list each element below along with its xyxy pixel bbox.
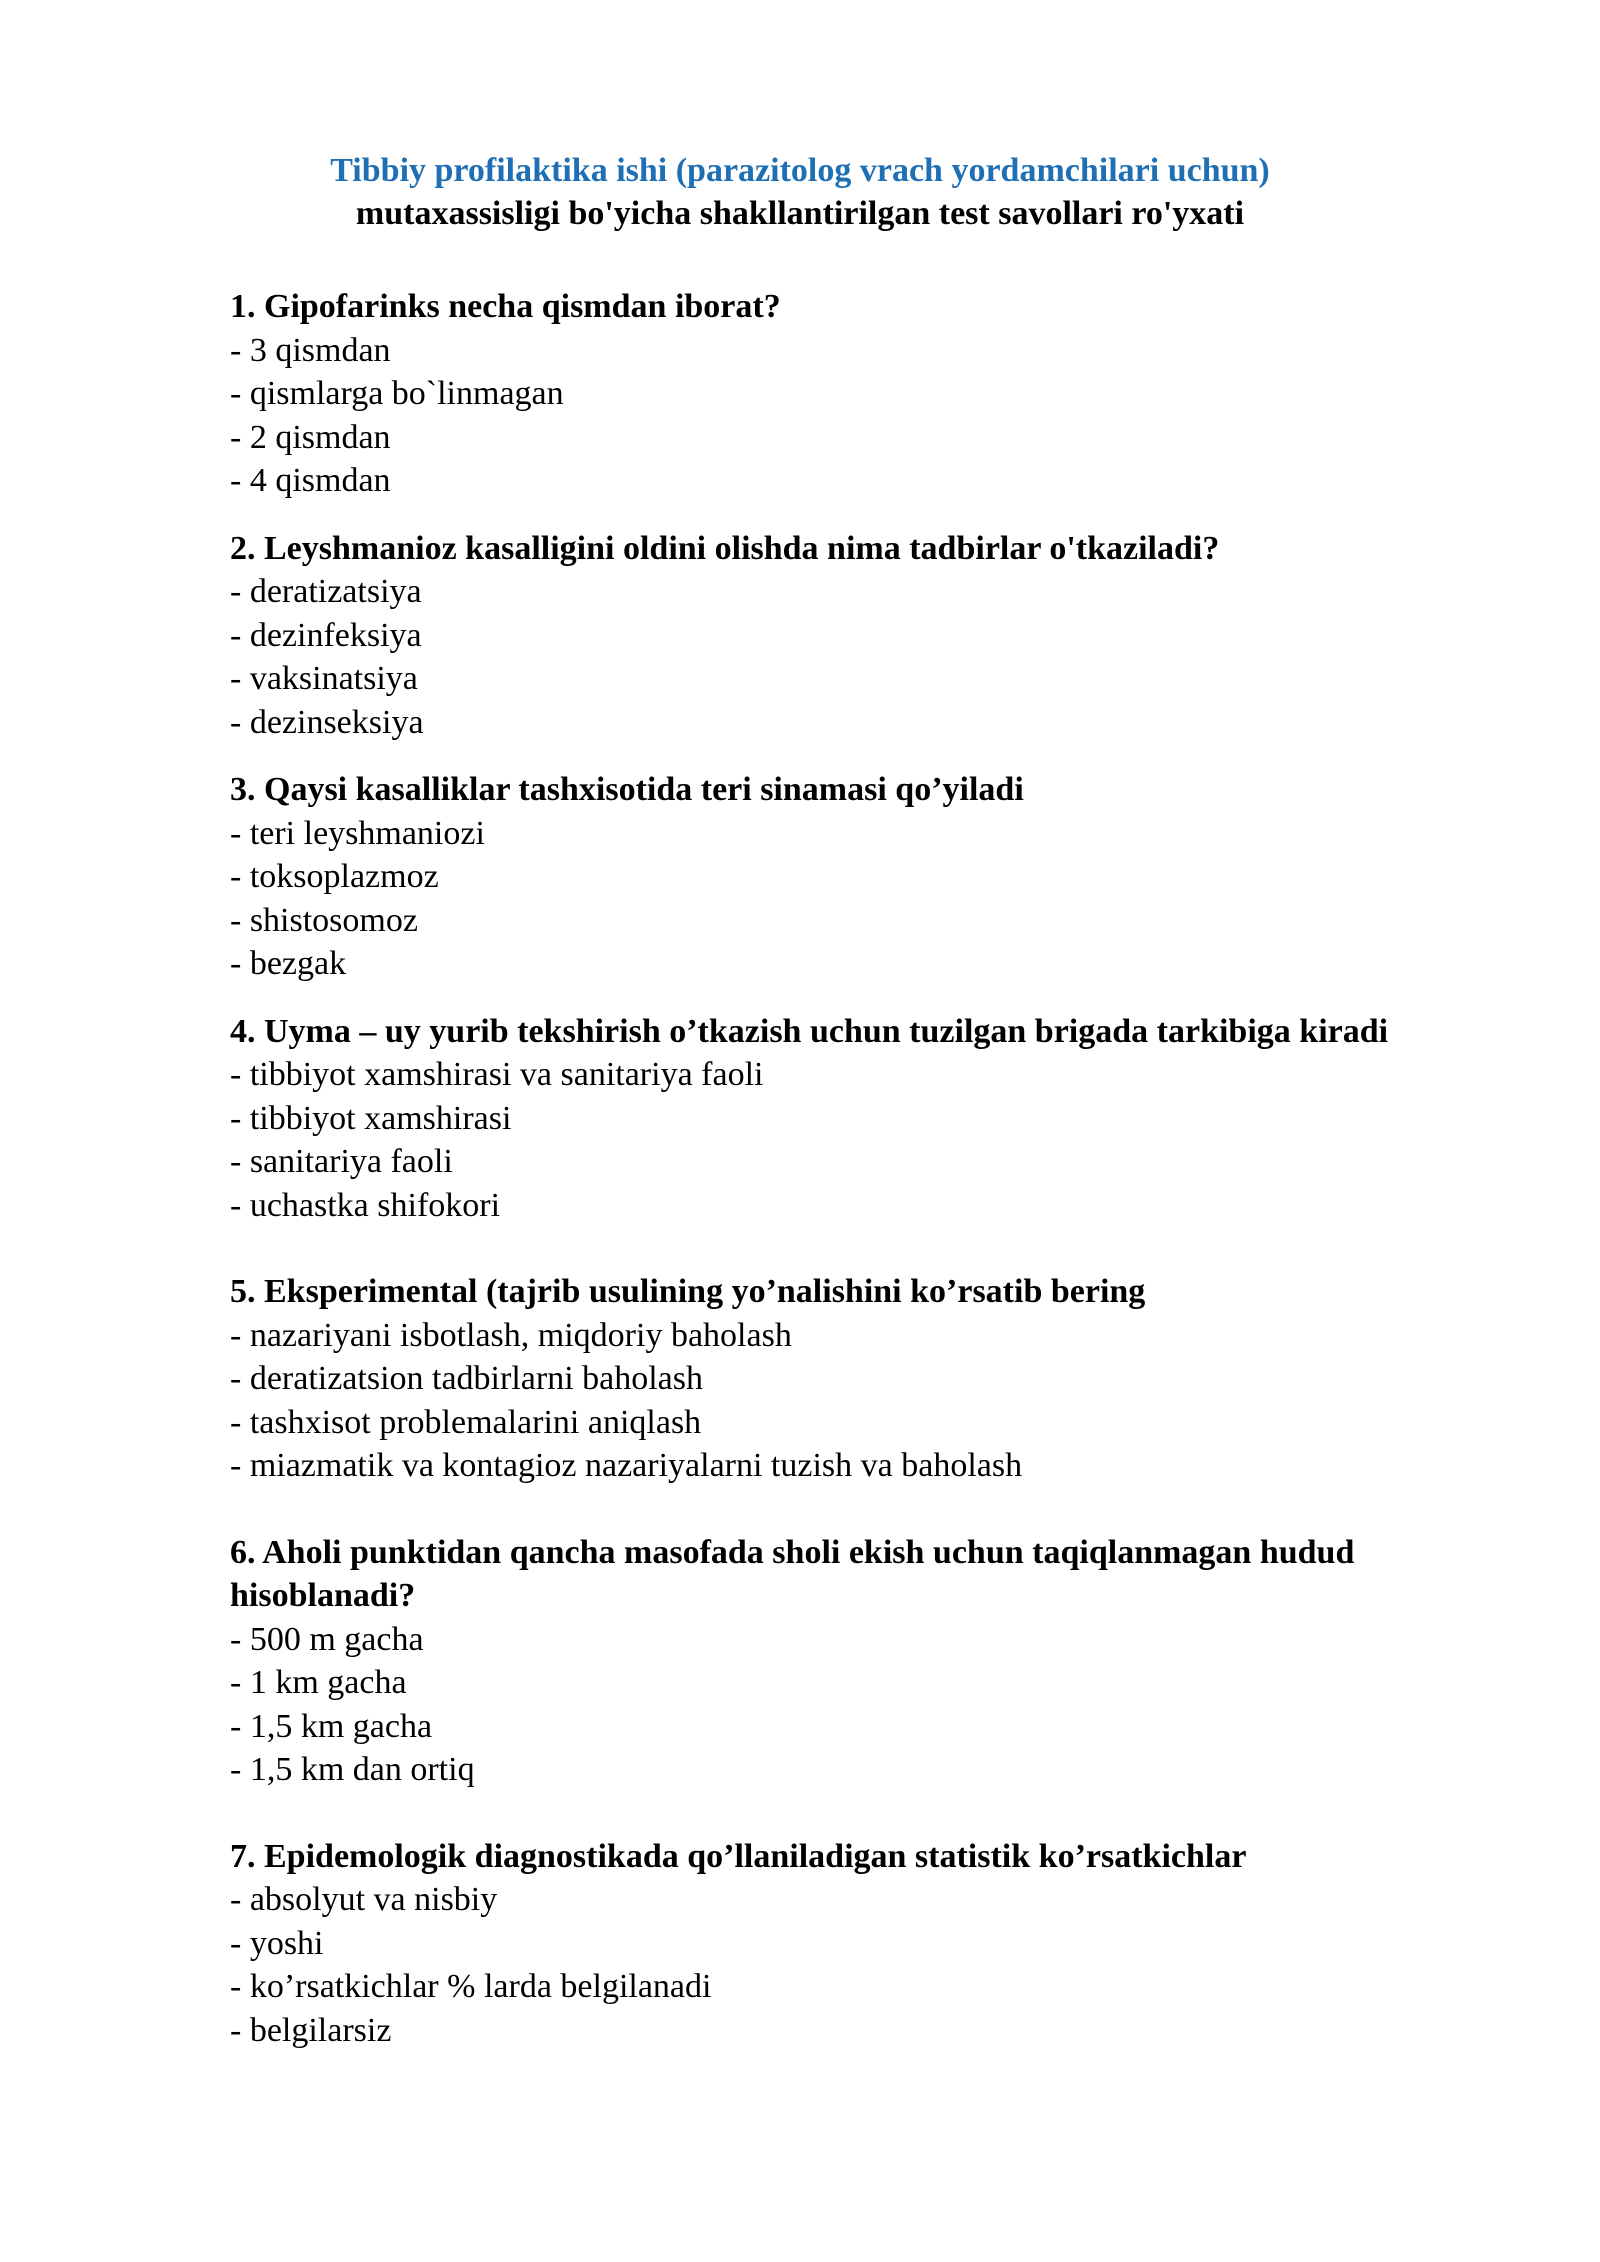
answer-option: - 1 km gacha	[230, 1664, 407, 1701]
answer-option: - tibbiyot xamshirasi	[230, 1099, 512, 1137]
answer-option: - tashxisot problemalarini aniqlash	[230, 1403, 702, 1441]
question-text: 7. Epidemologik diagnostikada qo’llaniladigan statistik ko’rsatkichlar	[230, 1837, 1247, 1875]
document-title: Tibbiy profilaktika ishi (parazitolog vrach yordamchilari uchun)	[330, 152, 1270, 189]
answer-option: - 1,5 km dan ortiq	[230, 1751, 475, 1788]
answer-list	[230, 1314, 1510, 1488]
question-text: 1. Gipofarinks necha qismdan iborat?	[230, 288, 781, 325]
answer-list	[230, 1878, 1510, 2052]
document-header	[0, 150, 1600, 236]
answer-option: - absolyut va nisbiy	[230, 1881, 498, 1918]
question-text: 5. Eksperimental (tajrib usulining yo’nalishini ko’rsatib bering	[230, 1273, 1146, 1310]
answer-option: - bezgak	[230, 945, 347, 982]
answer-list	[230, 812, 1510, 986]
question-list	[230, 285, 1510, 2052]
spacer	[230, 1227, 1510, 1270]
spacer	[230, 1488, 1510, 1531]
question-3	[230, 768, 1510, 986]
spacer	[230, 986, 1510, 1010]
question-2	[230, 527, 1510, 745]
answer-option: - dezinseksiya	[230, 703, 424, 741]
answer-option: - nazariyani isbotlash, miqdoriy baholash	[230, 1316, 792, 1354]
answer-option: - 1,5 km gacha	[230, 1707, 433, 1745]
answer-option: - teri leyshmaniozi	[230, 814, 485, 852]
question-text: 2. Leyshmanioz kasalligini oldini olishda nima tadbirlar o'tkaziladi?	[230, 529, 1220, 567]
answer-option: - 500 m gacha	[230, 1620, 424, 1658]
answer-option: - tibbiyot xamshirasi va sanitariya faoli	[230, 1056, 764, 1093]
answer-option: - uchastka shifokori	[230, 1186, 501, 1224]
answer-option: - 4 qismdan	[230, 462, 391, 499]
answer-option: - yoshi	[230, 1924, 324, 1962]
answer-option: - deratizatsiya	[230, 573, 422, 610]
question-text: 4. Uyma – uy yurib tekshirish o’tkazish uchun tuzilgan brigada tarkibiga kiradi	[230, 1012, 1389, 1050]
answer-list	[230, 1053, 1510, 1227]
question-4	[230, 1010, 1510, 1228]
answer-option: - qismlarga bo`linmagan	[230, 375, 564, 412]
answer-option: - miazmatik va kontagioz nazariyalarni tuzish va baholash	[230, 1447, 1023, 1484]
answer-option: - shistosomoz	[230, 901, 418, 939]
document-subtitle: mutaxassisligi bo'yicha shakllantirilgan test savollari ro'yxati	[355, 195, 1245, 232]
question-text: 6. Aholi punktidan qancha masofada sholi ekish uchun taqiqlanmagan hudud hisoblanadi?	[230, 1533, 1355, 1614]
answer-list	[230, 570, 1510, 744]
answer-option: - 2 qismdan	[230, 418, 391, 456]
answer-list	[230, 1618, 1510, 1792]
answer-option: - toksoplazmoz	[230, 858, 439, 895]
answer-option: - belgilarsiz	[230, 2011, 392, 2049]
answer-option: - dezinfeksiya	[230, 616, 422, 654]
answer-option: - deratizatsion tadbirlarni baholash	[230, 1360, 703, 1397]
question-1	[230, 285, 1510, 503]
answer-option: - vaksinatsiya	[230, 660, 418, 697]
spacer	[230, 503, 1510, 527]
answer-option: - sanitariya faoli	[230, 1143, 453, 1180]
question-6	[230, 1531, 1510, 1792]
answer-option: - 3 qismdan	[230, 331, 391, 369]
question-7	[230, 1835, 1510, 2053]
spacer	[230, 1792, 1510, 1835]
answer-option: - ko’rsatkichlar % larda belgilanadi	[230, 1968, 712, 2005]
question-5	[230, 1270, 1510, 1488]
question-text: 3. Qaysi kasalliklar tashxisotida teri sinamasi qo’yiladi	[230, 771, 1024, 808]
spacer	[230, 744, 1510, 768]
answer-list	[230, 329, 1510, 503]
